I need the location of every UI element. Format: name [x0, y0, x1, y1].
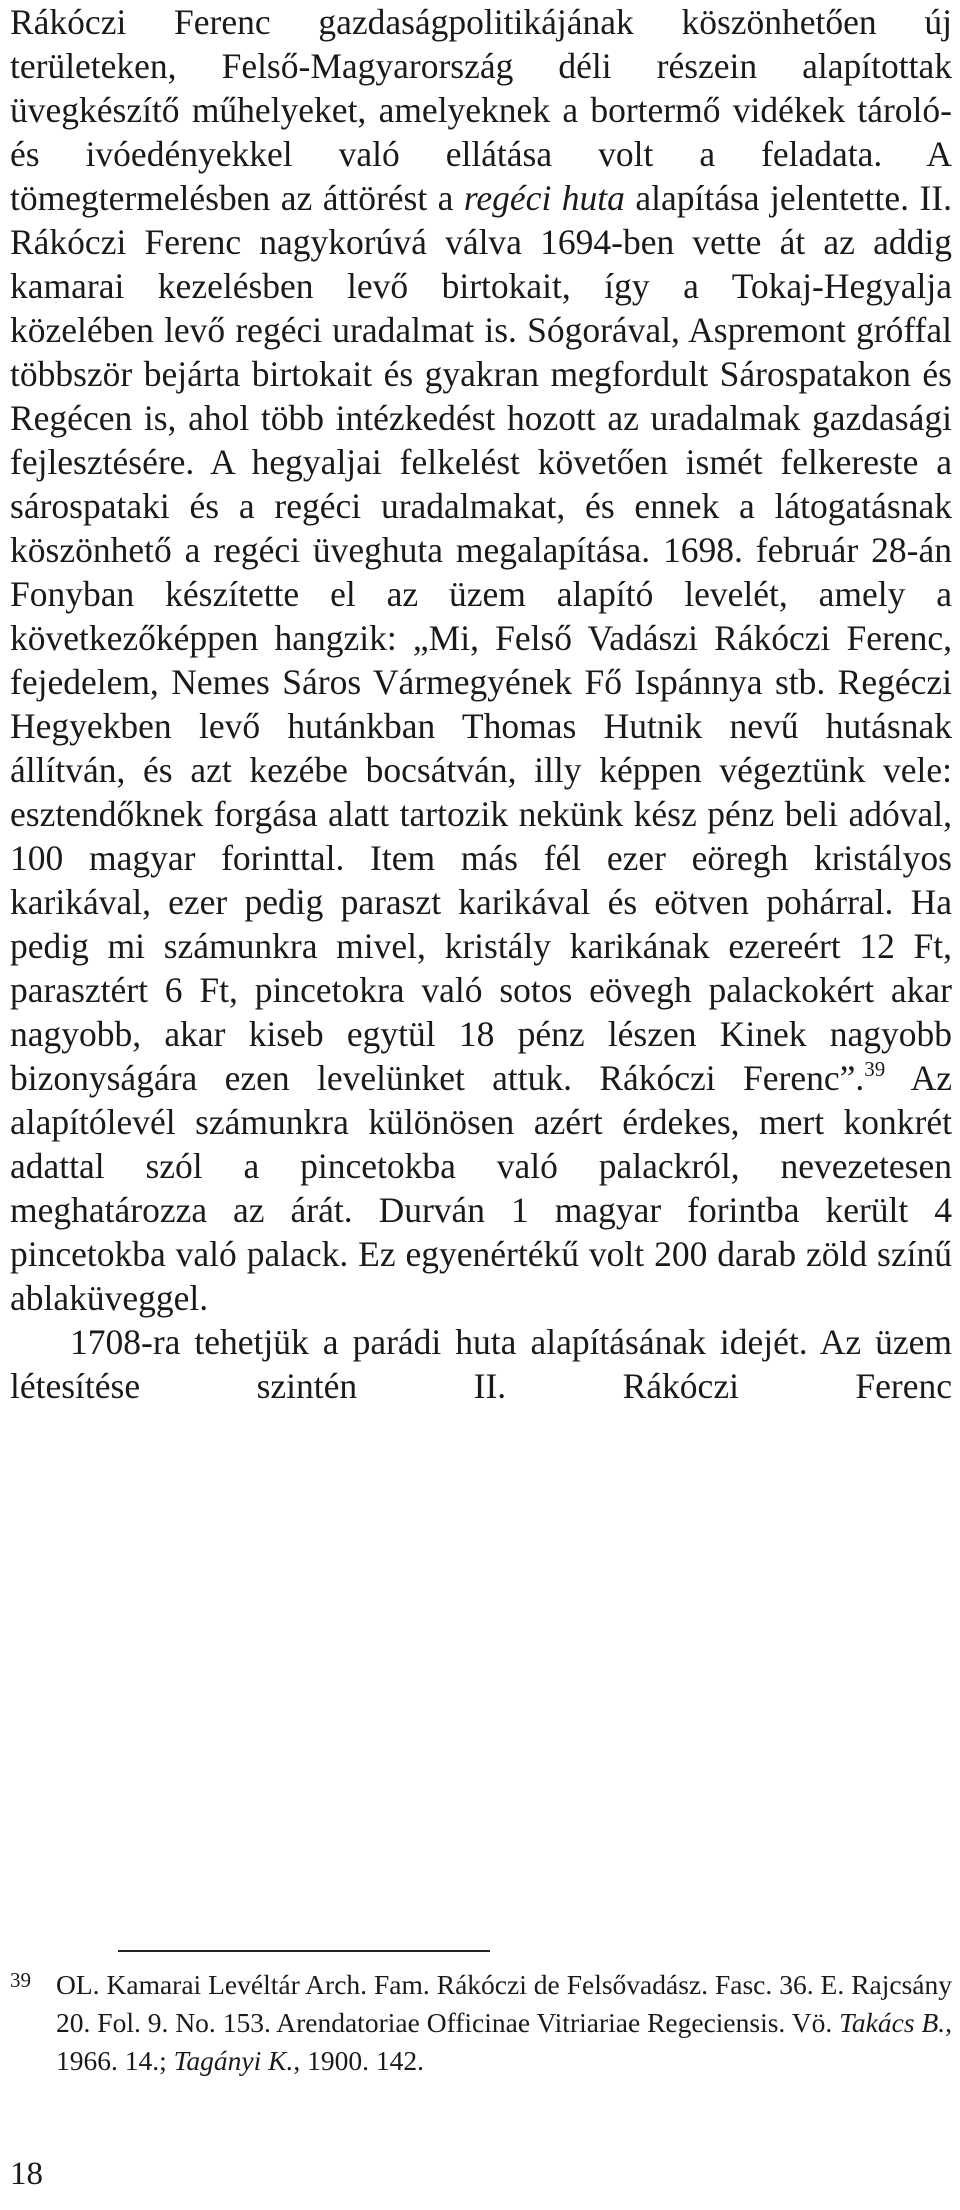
footnote-divider [118, 1950, 490, 1952]
footnote-author-takacs: Takács B. [839, 2007, 946, 2038]
paragraph-1-text-b: alapítása jelentette. II. Rákóczi Ferenc nagykorúvá válva 1694-ben vette át az addig kamarai kezelésben levő birtokait, így a Tokaj-Hegyalja közelében levő regéci uradalmat is. Sógorával, Aspremont gróffal többször bejárta birtokait és gyakran megfordult Sárospatakon és Regécen is, ahol több intézkedést hozott az uradalmak gazdasági fejlesztésére. A hegyaljai felkelést követően ismét felkereste a sárospataki és a regéci uradalmakat, és ennek a látogatásnak köszönhető a regéci üveghuta megalapítása. 1698. február 28-án Fonyban készítette el az üzem alapító levelét, amely a következőképpen hangzik: „Mi, Felső Vadászi Rákóczi Ferenc, fejedelem, Nemes Sáros Vármegyének Fő Ispánnya stb. Regéczi Hegyekben levő hutánkban Thomas Hutnik nevű hutásnak állítván, és azt kezébe bocsátván, illy képpen végeztünk vele: esztendőknek forgása alatt tartozik nekünk kész pénz beli adóval, 100 magyar forinttal. Item más fél ezer eöregh kristályos karikával, ezer pedig paraszt karikával és eötven pohárral. Ha pedig mi számunkra mivel, kristály karikának ezereért 12 Ft, parasztért 6 Ft, pincetokra való sotos eövegh palackokért akar nagyobb, akar kiseb egytül 18 pénz lészen Kinek nagyobb bizonyságára ezen levelünket attuk. Rákóczi Ferenc”. [10, 178, 953, 1098]
paragraph-1-text-c: Az alapítólevél számunkra különösen azért érdekes, mert konkrét adattal szól a pincetokba való palackról, nevezetesen meghatározza az árát. Durván 1 magyar forintba került 4 pincetokba való palack. Ez egyenértékű volt 200 darab zöld színű ablaküveggel. [10, 1058, 953, 1318]
footnote [10, 1966, 952, 2080]
paragraph-1 [10, 0, 952, 1320]
footnote-number: 39 [10, 1968, 31, 1992]
regeci-huta-italic: regéci huta [463, 178, 625, 218]
footnote-text-a: OL. Kamarai Levéltár Arch. Fam. Rákóczi de Felsővadász. Fasc. 36. E. Rajcsány 20. Fol. 9. No. 153. Arendatoriae Officinae Vitriariae Regeciensis. Vö. [56, 1969, 952, 2038]
footnote-reference[interactable]: 39 [864, 1057, 886, 1081]
paragraph-1-text-a: Rákóczi Ferenc gazdaságpolitikájának köszönhetően új területeken, Felső-Magyarország déli részein alapítottak üvegkészítő műhelyeket, amelyeknek a bortermő vidékek tároló- és ivóedényekkel való ellátása volt a feladata. A tömegtermelésben az áttörést a [10, 2, 952, 218]
footnote-text-b: , 1966. 14.; [56, 2007, 952, 2076]
page-number: 18 [10, 2156, 43, 2192]
main-text [10, 0, 952, 1408]
paragraph-2: 1708-ra tehetjük a parádi huta alapításának idejét. Az üzem létesítése szintén II. Rákóczi Ferenc [10, 1322, 952, 1406]
footnote-author-taganyi: Tagányi K. [173, 2045, 294, 2076]
footnote-text-c: , 1900. 142. [293, 2045, 424, 2076]
footnote-text [56, 1966, 952, 2080]
